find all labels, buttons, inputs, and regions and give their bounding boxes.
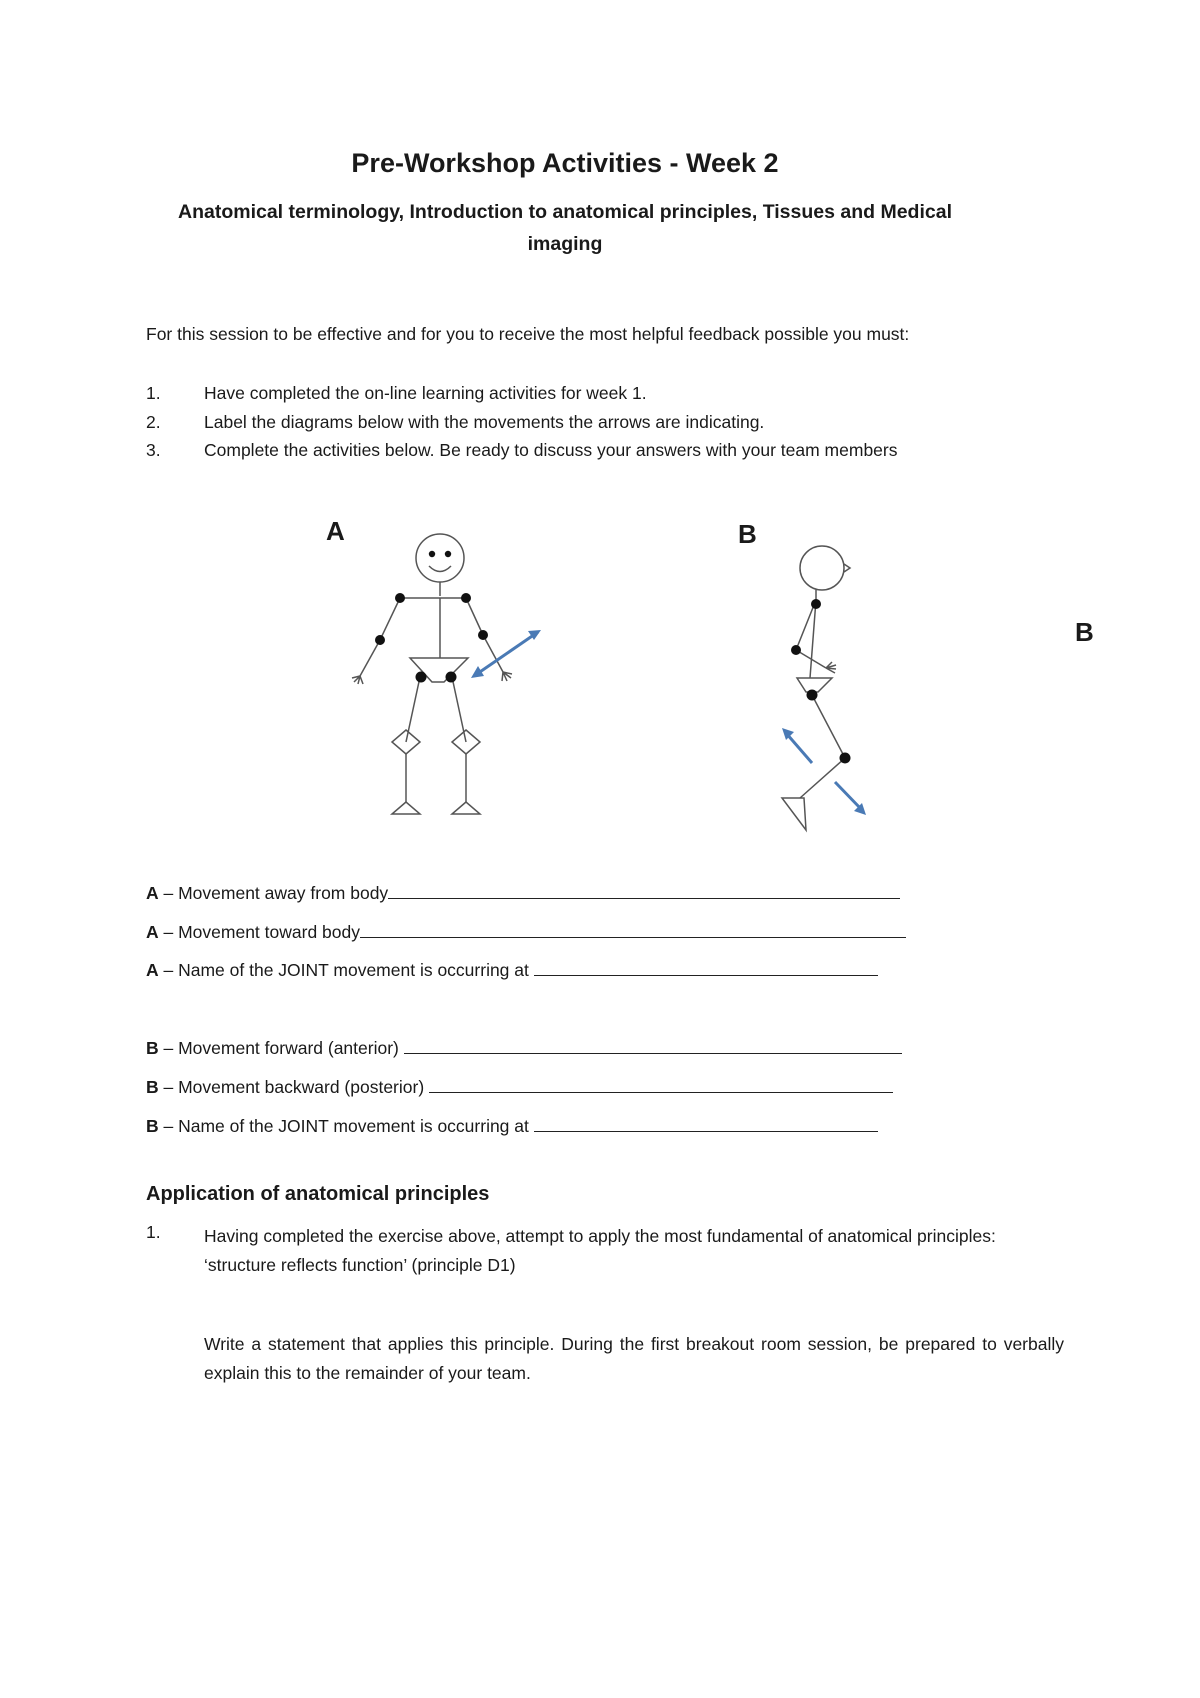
joint-elbow-left <box>375 635 385 645</box>
answer-line-a-away <box>146 880 900 904</box>
hand-right <box>502 672 512 681</box>
foot-left <box>392 802 420 814</box>
intro-text: For this session to be effective and for you to receive the most helpful feedback possible you must: <box>146 324 910 344</box>
joint-elbow-right <box>478 630 488 640</box>
requirement-number: 2. <box>146 412 161 432</box>
answer-text: – Name of the JOINT movement is occurring at <box>158 1116 534 1136</box>
joint-knee <box>840 753 851 764</box>
answer-prefix: A <box>146 883 159 903</box>
joint-hip <box>807 690 818 701</box>
requirement-text: Have completed the on-line learning activities for week 1. <box>204 383 647 403</box>
application-instruction: Write a statement that applies this principle. During the first breakout room session, be prepared to verbally explain this to the remainder of your team. <box>204 1334 1064 1383</box>
requirement-text: Label the diagrams below with the movements the arrows are indicating. <box>204 412 765 432</box>
figure-b-side-label: B <box>1075 617 1094 647</box>
requirement-text: Complete the activities below. Be ready to discuss your answers with your team members <box>204 440 898 460</box>
answer-blank[interactable] <box>534 957 878 976</box>
hand-left <box>352 676 363 684</box>
figure-b-label: B <box>738 519 757 549</box>
joint-hip-left <box>416 672 427 683</box>
answer-line-b-backward <box>146 1074 893 1098</box>
page-subtitle: Anatomical terminology, Introduction to anatomical principles, Tissues and Medical imaging <box>177 201 952 255</box>
hand <box>826 662 836 673</box>
head <box>416 534 464 582</box>
smile <box>429 566 451 572</box>
answer-text: – Movement away from body <box>158 883 389 903</box>
answer-prefix: A <box>146 922 159 942</box>
application-number: 1. <box>146 1222 161 1242</box>
foot <box>782 798 806 830</box>
answer-blank[interactable] <box>429 1074 893 1093</box>
nose <box>844 564 850 572</box>
answer-text: – Movement toward body <box>158 922 360 942</box>
shin <box>800 758 845 798</box>
answer-line-a-toward <box>146 919 906 943</box>
joint-shoulder-left <box>395 593 405 603</box>
answer-text: – Movement backward (posterior) <box>158 1077 430 1097</box>
head <box>800 546 844 590</box>
answer-prefix: B <box>146 1077 159 1097</box>
figure-a-label: A <box>326 516 345 546</box>
answer-text: – Movement forward (anterior) <box>158 1038 404 1058</box>
section-heading: Application of anatomical principles <box>146 1183 490 1205</box>
page-title: Pre-Workshop Activities - Week 2 <box>351 148 779 178</box>
thigh <box>812 695 845 758</box>
stick-figure-side <box>760 540 910 840</box>
foot-right <box>452 802 480 814</box>
joint-shoulder-right <box>461 593 471 603</box>
stick-figure-front <box>340 520 560 830</box>
eye-right <box>445 551 451 557</box>
answer-line-a-joint <box>146 957 878 981</box>
requirement-item <box>146 440 898 461</box>
answer-text: – Name of the JOINT movement is occurring at <box>158 960 534 980</box>
answer-prefix: A <box>146 960 159 980</box>
requirement-number: 3. <box>146 440 161 460</box>
answer-line-b-forward <box>146 1035 902 1059</box>
answer-blank[interactable] <box>388 880 900 899</box>
application-question: Having completed the exercise above, attempt to apply the most fundamental of anatomical principles: ‘structure reflects function’ (principle D1) <box>204 1226 996 1275</box>
answer-blank[interactable] <box>534 1113 878 1132</box>
upper-arm-left <box>380 598 400 640</box>
upper-arm-right <box>466 598 483 635</box>
answer-prefix: B <box>146 1038 159 1058</box>
joint-elbow <box>791 645 801 655</box>
answer-prefix: B <box>146 1116 159 1136</box>
forearm-left <box>360 640 380 676</box>
joint-shoulder <box>811 599 821 609</box>
joint-hip-right <box>446 672 457 683</box>
answer-blank[interactable] <box>360 919 906 938</box>
requirement-item <box>146 383 647 404</box>
arrow-b-back-shaft <box>786 733 812 763</box>
answer-blank[interactable] <box>404 1035 902 1054</box>
requirement-number: 1. <box>146 383 161 403</box>
requirement-item <box>146 412 764 433</box>
pelvis <box>797 678 832 692</box>
eye-left <box>429 551 435 557</box>
answer-line-b-joint <box>146 1113 878 1137</box>
arrow-b-fwd-shaft <box>835 782 862 810</box>
